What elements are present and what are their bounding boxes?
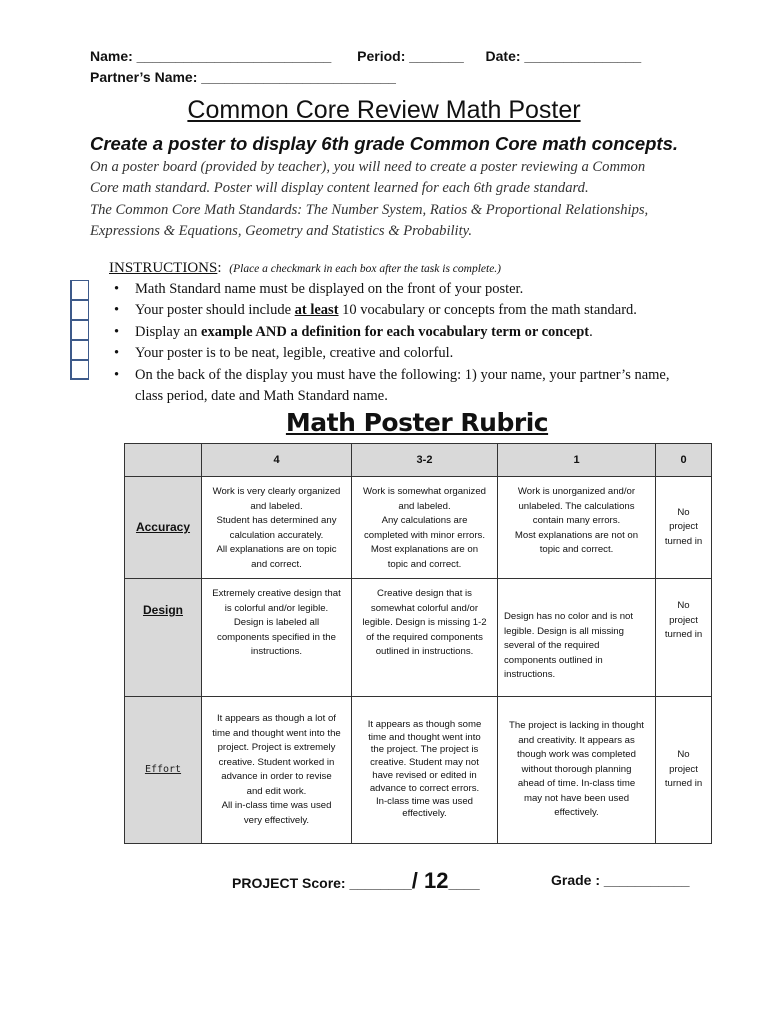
task-checkbox[interactable] (70, 280, 89, 300)
rubric-header-3-2: 3-2 (352, 444, 498, 477)
criterion-accuracy: Accuracy (125, 477, 202, 579)
rubric-cell-accuracy-3-2: Work is somewhat organized and labeled. Any calculations are completed with minor errors. Most explanations are on topic and correct. (352, 477, 498, 579)
name-field-label[interactable]: Name: _________________________ (90, 48, 332, 64)
instruction-item-5-line-2: class period, date and Math Standard name. (135, 388, 388, 404)
rubric-cell-design-0: No project turned in (656, 579, 712, 697)
instruction-item-5-line-1: On the back of the display you must have the following: 1) your name, your partner’s name, (135, 367, 670, 383)
instructions-label: INSTRUCTIONS (109, 260, 218, 276)
criterion-design: Design (125, 579, 202, 697)
rubric-cell-accuracy-0: No project turned in (656, 477, 712, 579)
rubric-cell-design-3-2: Creative design that is somewhat colorful and/or legible. Design is missing 1-2 of the required components outlined in instructions. (352, 579, 498, 697)
instruction-item-2: Your poster should include at least 10 vocabulary or concepts from the math standard. (135, 302, 637, 318)
rubric-cell-effort-3-2: It appears as though some time and thought went into the project. The project is creative. Student may not have revised or edited in advance to correct errors. In-class time was used effectively. (352, 697, 498, 844)
rubric-title: Math Poster Rubric (285, 408, 549, 437)
rubric-cell-accuracy-1: Work is unorganized and/or unlabeled. The calculations contain many errors. Most explanations are not on topic and correct. (498, 477, 656, 579)
task-checkbox[interactable] (70, 340, 89, 360)
bullet-icon: • (114, 302, 120, 318)
criterion-effort: Effort (125, 697, 202, 844)
rubric-header-row (125, 444, 712, 477)
intro-line: Core math standard. Poster will display content learned for each 6th grade standard. (90, 180, 589, 196)
intro-line: On a poster board (provided by teacher), you will need to create a poster reviewing a Common (90, 159, 646, 175)
page-subtitle: Create a poster to display 6th grade Common Core math concepts. (89, 133, 679, 154)
instructions-note: (Place a checkmark in each box after the task is complete.) (229, 263, 502, 275)
period-field-label[interactable]: Period: _______ (357, 48, 464, 64)
task-checkbox[interactable] (70, 300, 89, 320)
rubric-row-effort (125, 697, 712, 844)
rubric-cell-design-1: Design has no color and is not legible. Design is all missing several of the required components outlined in instructions. (498, 579, 656, 697)
rubric-header-1: 1 (498, 444, 656, 477)
instructions-heading: INSTRUCTIONS: (Place a checkmark in each box after the task is complete.) (109, 260, 502, 276)
score-total: / 12 (411, 868, 449, 893)
project-score-field[interactable]: PROJECT Score: ________/ 12____ (232, 868, 480, 893)
rubric-header-4: 4 (202, 444, 352, 477)
bullet-icon: • (114, 281, 120, 297)
instruction-item-4: Your poster is to be neat, legible, creative and colorful. (135, 345, 454, 361)
instruction-item-3: Display an example AND a definition for each vocabulary term or concept. (135, 324, 593, 340)
page-title: Common Core Review Math Poster (187, 96, 581, 124)
partner-field-label[interactable]: Partner’s Name: _________________________ (90, 69, 396, 85)
rubric-table (124, 443, 712, 844)
grade-field[interactable]: Grade : ___________ (551, 872, 690, 888)
instruction-item-1: Math Standard name must be displayed on the front of your poster. (135, 281, 524, 297)
rubric-header-blank (125, 444, 202, 477)
bullet-icon: • (114, 345, 120, 361)
rubric-cell-design-4: Extremely creative design that is colorful and/or legible. Design is labeled all components specified in the instructions. (202, 579, 352, 697)
rubric-cell-effort-1: The project is lacking in thought and creativity. It appears as though work was completed without thorough planning ahead of time. In-class time may not have been used effectively. (498, 697, 656, 844)
bullet-icon: • (114, 324, 120, 340)
rubric-row-accuracy (125, 477, 712, 579)
task-checkbox[interactable] (70, 360, 89, 380)
rubric-cell-effort-4: It appears as though a lot of time and thought went into the project. Project is extremely creative. Student worked in advance in order to revise and edit work. All in-class time was used very effectively. (202, 697, 352, 844)
task-checkbox[interactable] (70, 320, 89, 340)
header-line-1 (90, 48, 641, 64)
rubric-row-design (125, 579, 712, 697)
bullet-icon: • (114, 367, 120, 383)
rubric-header-0: 0 (656, 444, 712, 477)
rubric-cell-accuracy-4: Work is very clearly organized and labeled. Student has determined any calculation accurately. All explanations are on topic and correct. (202, 477, 352, 579)
rubric-cell-effort-0: No project turned in (656, 697, 712, 844)
date-field-label[interactable]: Date: _______________ (485, 48, 642, 64)
intro-line: The Common Core Math Standards: The Number System, Ratios & Proportional Relationships, (90, 202, 649, 218)
intro-line: Expressions & Equations, Geometry and Statistics & Probability. (90, 223, 472, 239)
